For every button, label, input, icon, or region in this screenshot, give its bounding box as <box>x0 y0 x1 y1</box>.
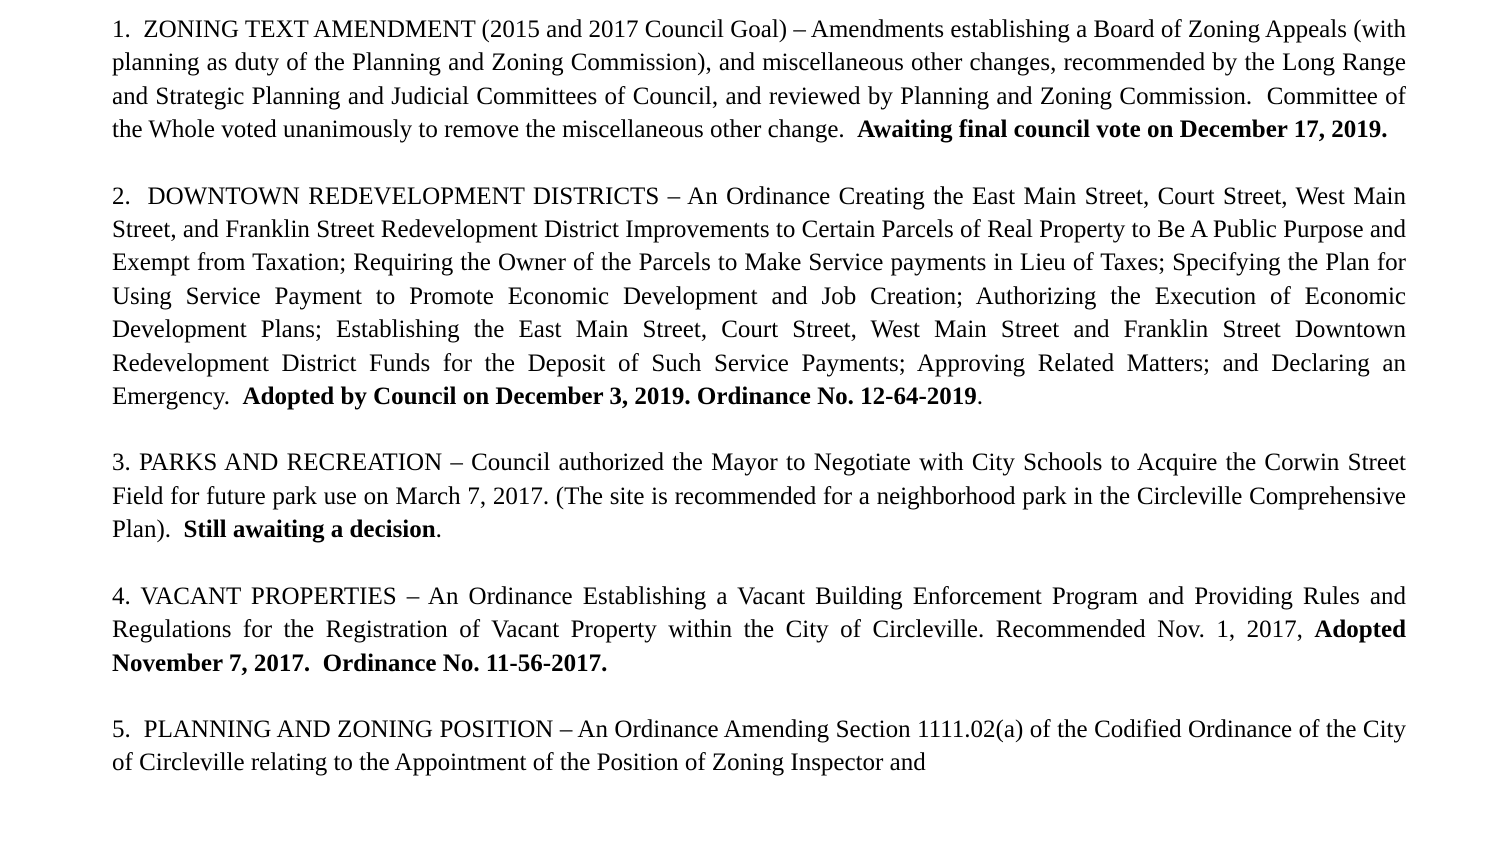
agenda-item-4-vacant-properties <box>112 580 1406 680</box>
agenda-item-5-body-text: 5. PLANNING AND ZONING POSITION – An Ordinance Amending Section 1111.02(a) of the Codified Ordinance of the City of Circleville relating to the Appointment of the Position of Zoning Inspector and <box>112 715 1406 777</box>
agenda-item-5-planning-and-zoning-position <box>112 713 1406 780</box>
agenda-item-3-trailing-period: . <box>435 516 442 544</box>
agenda-item-4-body-text: 4. VACANT PROPERTIES – An Ordinance Establishing a Vacant Building Enforcement Program and Providing Rules and Regulations for the Registration of Vacant Property within the City of Circleville. Recommended Nov. 1, 2017, <box>112 582 1406 644</box>
agenda-item-3-parks-and-recreation <box>112 446 1406 546</box>
agenda-item-2-status-text: Adopted by Council on December 3, 2019. Ordinance No. 12-64-2019 <box>242 383 977 411</box>
agenda-item-2-body-text: 2. DOWNTOWN REDEVELOPMENT DISTRICTS – An Ordinance Creating the East Main Street, Court Street, West Main Street, and Franklin Street Redevelopment District Improvements to Certain Parcels of Real Property to Be A Public Purpose and Exempt from Taxation; Requiring the Owner of the Parcels to Make Service payments in Lieu of Taxes; Specifying the Plan for Using Service Payment to Promote Economic Development and Job Creation; Authorizing the Execution of Economic Development Plans; Establishing the East Main Street, Court Street, West Main Street and Franklin Street Downtown Redevelopment District Funds for the Deposit of Such Service Payments; Approving Related Matters; and Declaring an Emergency. <box>112 182 1406 411</box>
agenda-item-1-body-text: 1. ZONING TEXT AMENDMENT (2015 and 2017 Council Goal) – Amendments establishing a Board of Zoning Appeals (with planning as duty of the Planning and Zoning Commission), and miscellaneous other changes, recommended by the Long Range and Strategic Planning and Judicial Committees of Council, and reviewed by Planning and Zoning Commission. Committee of the Whole voted unanimously to remove the miscellaneous other change. <box>112 16 1406 144</box>
agenda-item-2-trailing-period: . <box>976 383 984 411</box>
agenda-item-1-status-text: Awaiting final council vote on December 17, 2019. <box>857 116 1388 144</box>
agenda-item-2-downtown-redevelopment-districts <box>112 180 1406 414</box>
agenda-item-3-status-text: Still awaiting a decision <box>183 516 436 544</box>
agenda-item-4-status-text: Adopted November 7, 2017. Ordinance No. 11-56-2017. <box>112 616 1406 677</box>
agenda-item-3-body-text: 3. PARKS AND RECREATION – Council authorized the Mayor to Negotiate with City Schools to Acquire the Corwin Street Field for future park use on March 7, 2017. (The site is recommended for a neighborhood park in the Circleville Comprehensive Plan). <box>112 449 1406 544</box>
agenda-item-1-zoning-text-amendment <box>112 13 1406 147</box>
